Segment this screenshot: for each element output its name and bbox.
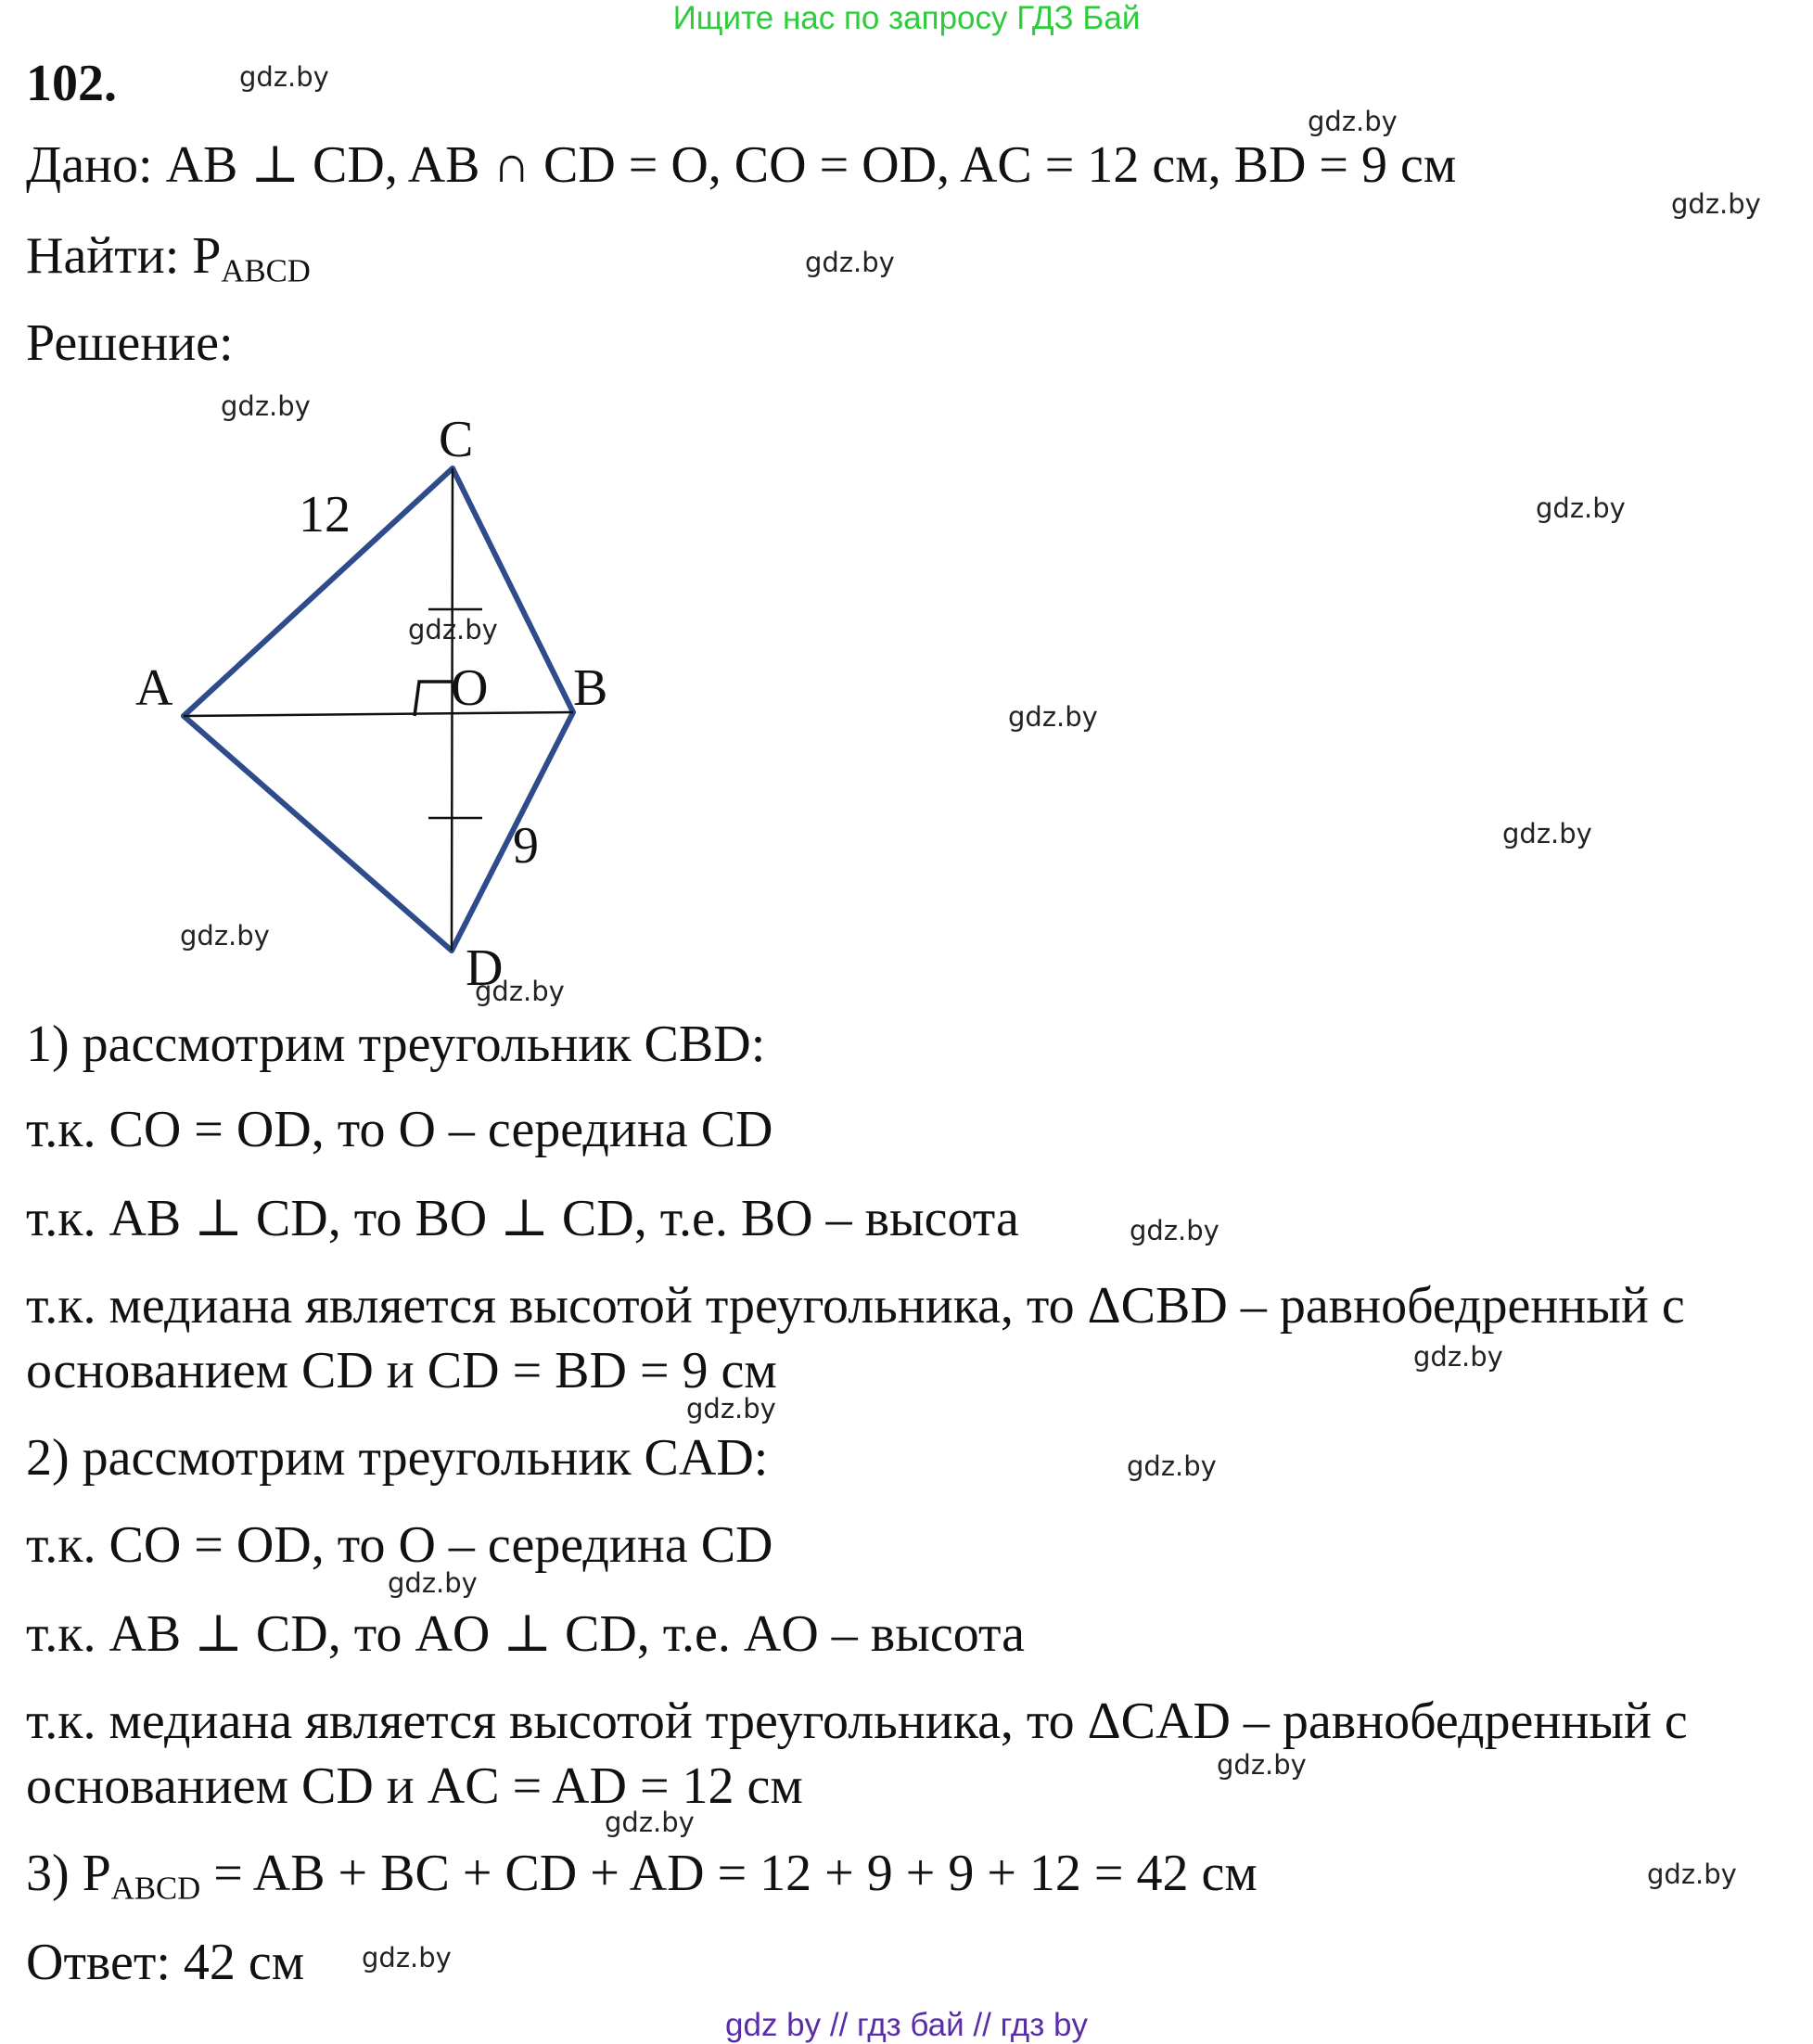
watermark: gdz.by <box>362 1942 452 1974</box>
find-prefix: Найти: P <box>26 227 222 285</box>
side-da <box>184 716 452 951</box>
step1-line1: т.к. CO = OD, то O – середина CD <box>26 1101 773 1158</box>
watermark: gdz.by <box>1130 1215 1219 1246</box>
problem-number: 102. <box>26 55 117 112</box>
watermark: gdz.by <box>475 976 565 1007</box>
watermark: gdz.by <box>239 61 329 93</box>
watermark: gdz.by <box>686 1393 776 1424</box>
quadrilateral-abcd <box>184 468 573 951</box>
vertex-label-d: D <box>466 939 504 997</box>
solution-heading: Решение: <box>26 314 234 372</box>
watermark: gdz.by <box>1647 1859 1737 1890</box>
vertex-label-o: O <box>451 659 489 717</box>
watermark: gdz.by <box>221 390 311 422</box>
watermark: gdz.by <box>408 614 498 645</box>
step2-line1: т.к. CO = OD, то O – середина CD <box>26 1516 773 1574</box>
length-label-bd: 9 <box>513 817 539 875</box>
watermark: gdz.by <box>605 1807 695 1838</box>
footer-links[interactable]: gdz by // гдз бай // гдз by <box>725 2007 1088 2043</box>
watermark: gdz.by <box>1671 188 1761 220</box>
diagonal-ab <box>184 712 573 716</box>
step3-prefix: 3) P <box>26 1845 111 1902</box>
top-banner-link[interactable]: Ищите нас по запросу ГДЗ Бай <box>672 0 1141 36</box>
step2-line4: основанием CD и AC = AD = 12 см <box>26 1757 803 1815</box>
step3-equation: = AB + BC + CD + AD = 12 + 9 + 9 + 12 = 42 см <box>200 1845 1258 1902</box>
step2-title: 2) рассмотрим треугольник CAD: <box>26 1429 769 1487</box>
watermark: gdz.by <box>1502 818 1592 850</box>
watermark: gdz.by <box>1008 701 1098 733</box>
step1-title: 1) рассмотрим треугольник CBD: <box>26 1016 766 1073</box>
find-subscript: ABCD <box>221 252 311 289</box>
watermark: gdz.by <box>1413 1341 1503 1373</box>
length-label-ac: 12 <box>299 486 351 543</box>
given-line: Дано: AB ⊥ CD, AB ∩ CD = O, CO = OD, AC = 12 см, BD = 9 см <box>26 136 1457 194</box>
vertex-label-b: B <box>573 659 608 717</box>
watermark: gdz.by <box>1127 1450 1217 1482</box>
step3-line <box>26 1845 1258 1907</box>
vertex-label-a: A <box>135 659 173 717</box>
watermark: gdz.by <box>1536 492 1626 524</box>
step1-line3: т.к. медиана является высотой треугольника, то ΔCBD – равнобедренный с <box>26 1277 1685 1335</box>
step2-line2: т.к. AB ⊥ CD, то AO ⊥ CD, т.е. AO – высота <box>26 1605 1025 1663</box>
watermark: gdz.by <box>805 247 895 278</box>
step3-subscript: ABCD <box>110 1870 201 1907</box>
find-line <box>26 227 311 289</box>
watermark: gdz.by <box>180 920 270 952</box>
vertex-label-c: C <box>439 411 474 468</box>
watermark: gdz.by <box>1308 106 1398 137</box>
right-angle-mark <box>415 682 452 716</box>
step1-line4: основанием CD и CD = BD = 9 см <box>26 1342 777 1399</box>
watermark: gdz.by <box>1217 1749 1307 1781</box>
watermark: gdz.by <box>388 1567 478 1599</box>
step2-line3: т.к. медиана является высотой треугольника, то ΔCAD – равнобедренный с <box>26 1693 1688 1750</box>
step1-line2: т.к. AB ⊥ CD, то BO ⊥ CD, т.е. BO – высота <box>26 1190 1019 1247</box>
answer-line: Ответ: 42 см <box>26 1934 305 1991</box>
